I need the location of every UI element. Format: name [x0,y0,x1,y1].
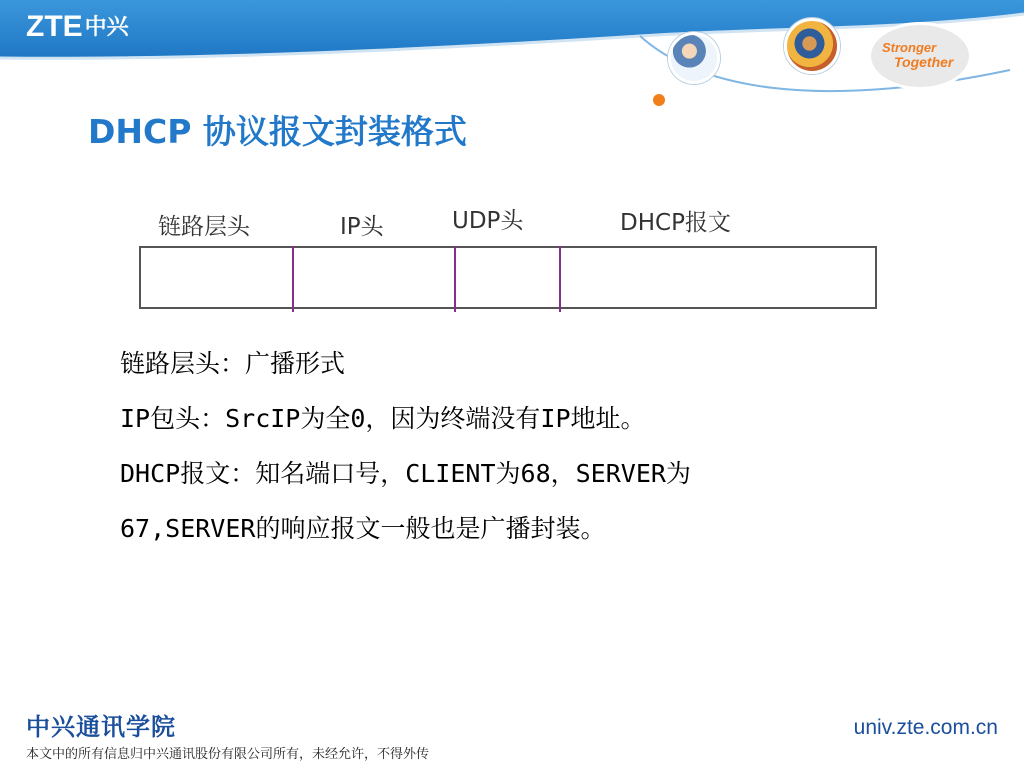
logo-cn: 中兴 [84,14,129,39]
segment-label-dhcp-message: DHCP报文 [620,210,731,236]
segment-label-ip-header: IP头 [340,214,384,240]
description-line-1: 链路层头：广播形式 [120,349,346,378]
description-line-2: IP包头：SrcIP为全0，因为终端没有IP地址。 [120,404,646,433]
page-title: DHCP 协议报文封装格式 [88,112,467,151]
slogan-line-2: Together [894,54,954,70]
segment-divider-2 [454,246,456,312]
segment-label-link-header: 链路层头 [158,214,250,240]
packet-frame-box [139,246,877,309]
slogan-line-1: Stronger [882,40,937,55]
photo-circle-2 [784,18,840,74]
footer-org-name: 中兴通讯学院 [26,712,176,741]
zte-logo [26,10,129,44]
footer-copyright-note: 本文中的所有信息归中兴通讯股份有限公司所有，未经允许，不得外传 [26,747,430,762]
logo-latin: ZTE [26,10,83,43]
segment-divider-3 [559,246,561,312]
description-text [120,336,920,556]
description-line-3: DHCP报文：知名端口号，CLIENT为68，SERVER为 [120,459,691,488]
footer-url: univ.zte.com.cn [853,716,998,739]
segment-divider-1 [292,246,294,312]
segment-label-udp-header: UDP头 [452,208,524,234]
photo-circle-1 [668,32,720,84]
orange-dot [653,94,665,106]
description-line-4: 67,SERVER的响应报文一般也是广播封装。 [120,514,606,543]
